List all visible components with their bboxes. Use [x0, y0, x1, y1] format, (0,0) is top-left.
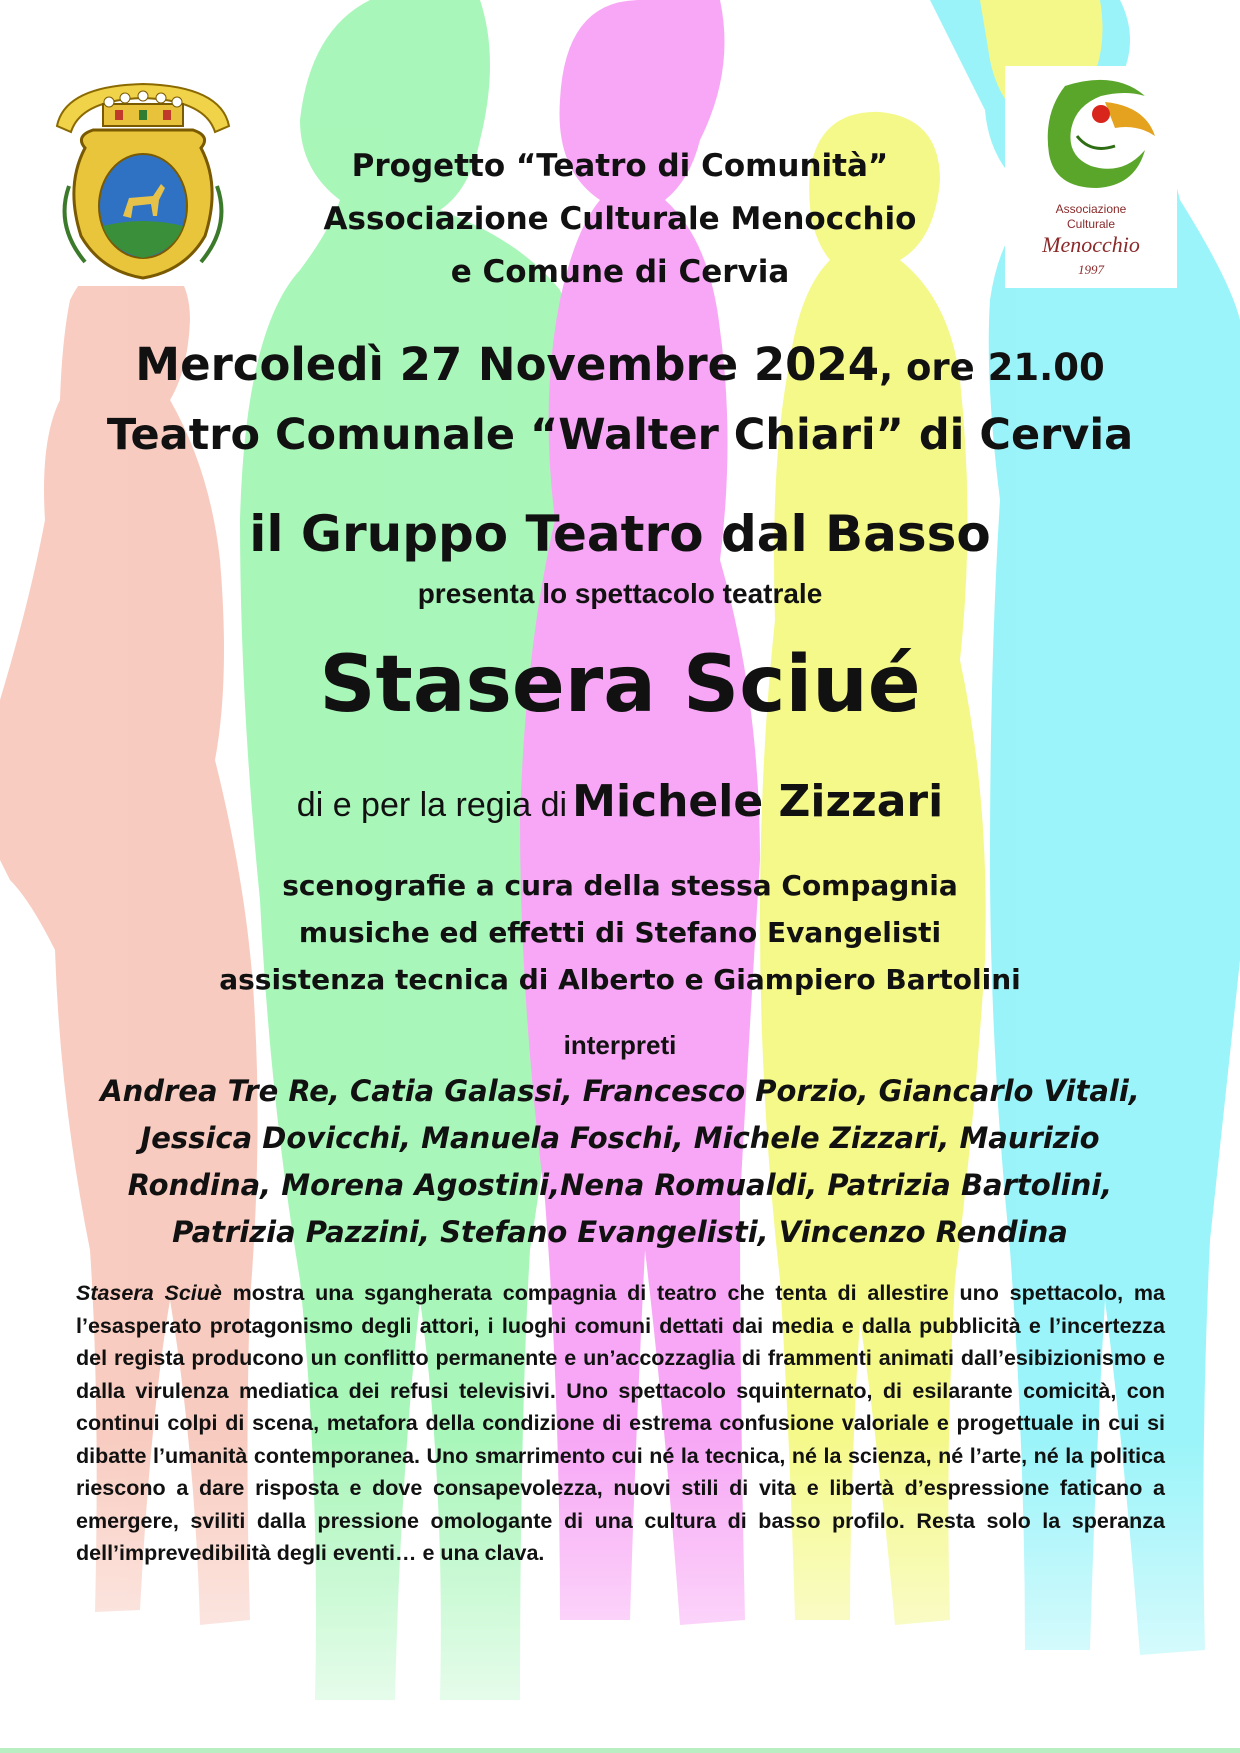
- description-body: mostra una sgangherata compagnia di teatro che tenta di allestire uno spettacolo, ma l’esasperato protagonismo degli attori, i luoghi comuni dettati dai media e dalla pubblicità e l’incertezza del regista producono un conflitto permanente e un’accozzaglia di frammenti animati dall’esibizionismo e dalla virulenza mediatica dei refusi televisivi. Uno spettacolo squinternato, di esilarante comicità, con continui colpi di scena, metafora della condizione di estrema confusione valoriale e progettuale in cui si dibatte l’umanità contemporanea. Uno smarrimento cui né la tecnica, né la scienza, né l’arte, né la politica riescono a dare risposta e dove consapevolezza, nuovi stili di vita e libertà d’espressione faticano a emergere, sviliti dalla pressione omologante di una cultura di basso profilo. Resta solo la speranza dell’imprevedibilità degli eventi… e una clava.: [76, 1281, 1166, 1565]
- show-description: [76, 1277, 1165, 1570]
- menocchio-logo-line2: Culturale: [1066, 217, 1116, 231]
- menocchio-association-logo: [1005, 66, 1177, 288]
- interpreti-label: interpreti: [563, 1030, 677, 1060]
- presents-line: presenta lo spettacolo teatrale: [417, 578, 823, 609]
- show-title: Stasera Sciué: [319, 640, 921, 730]
- event-venue: Teatro Comunale “Walter Chiari” di Cervia: [106, 410, 1134, 460]
- credit-line-music: musiche ed effetti di Stefano Evangelisti: [298, 916, 942, 949]
- description-title: Stasera Sciuè: [76, 1281, 222, 1305]
- interpreti-line: Rondina, Morena Agostini,Nena Romualdi, Patrizia Bartolini,: [127, 1168, 1113, 1202]
- menocchio-logo-line1: Associazione: [1055, 202, 1127, 216]
- credit-line-scenography: scenografie a cura della stessa Compagnia: [282, 869, 958, 902]
- event-time: , ore 21.00: [879, 346, 1105, 389]
- interpreti-line: Patrizia Pazzini, Stefano Evangelisti, Vincenzo Rendina: [172, 1215, 1068, 1249]
- direction-line: [0, 776, 1240, 827]
- comune-name: e Comune di Cervia: [450, 254, 790, 290]
- interpreti-line: Jessica Dovicchi, Manuela Foschi, Michele Zizzari, Maurizio: [140, 1121, 1100, 1155]
- event-date-line: [0, 338, 1240, 391]
- menocchio-logo-line3: Menocchio: [1042, 232, 1140, 257]
- coat-of-arms-icon: [45, 66, 241, 286]
- direction-prefix: di e per la regia di: [296, 786, 568, 824]
- event-date: Mercoledì 27 Novembre 2024: [135, 338, 880, 391]
- credit-line-technical: assistenza tecnica di Alberto e Giampiero Bartolini: [219, 963, 1021, 996]
- director-name: Michele Zizzari: [572, 776, 944, 827]
- company-name: il Gruppo Teatro dal Basso: [249, 505, 991, 563]
- credits-block: [0, 862, 1240, 1003]
- project-title: Progetto “Teatro di Comunità”: [351, 148, 889, 184]
- menocchio-logo-year: 1997: [1078, 262, 1104, 277]
- association-name: Associazione Culturale Menocchio: [323, 201, 917, 237]
- interpreti-list: [80, 1068, 1160, 1256]
- cervia-coat-of-arms-logo: [45, 66, 241, 286]
- menocchio-emblem-icon: [1005, 66, 1177, 288]
- interpreti-line: Andrea Tre Re, Catia Galassi, Francesco Porzio, Giancarlo Vitali,: [100, 1074, 1140, 1108]
